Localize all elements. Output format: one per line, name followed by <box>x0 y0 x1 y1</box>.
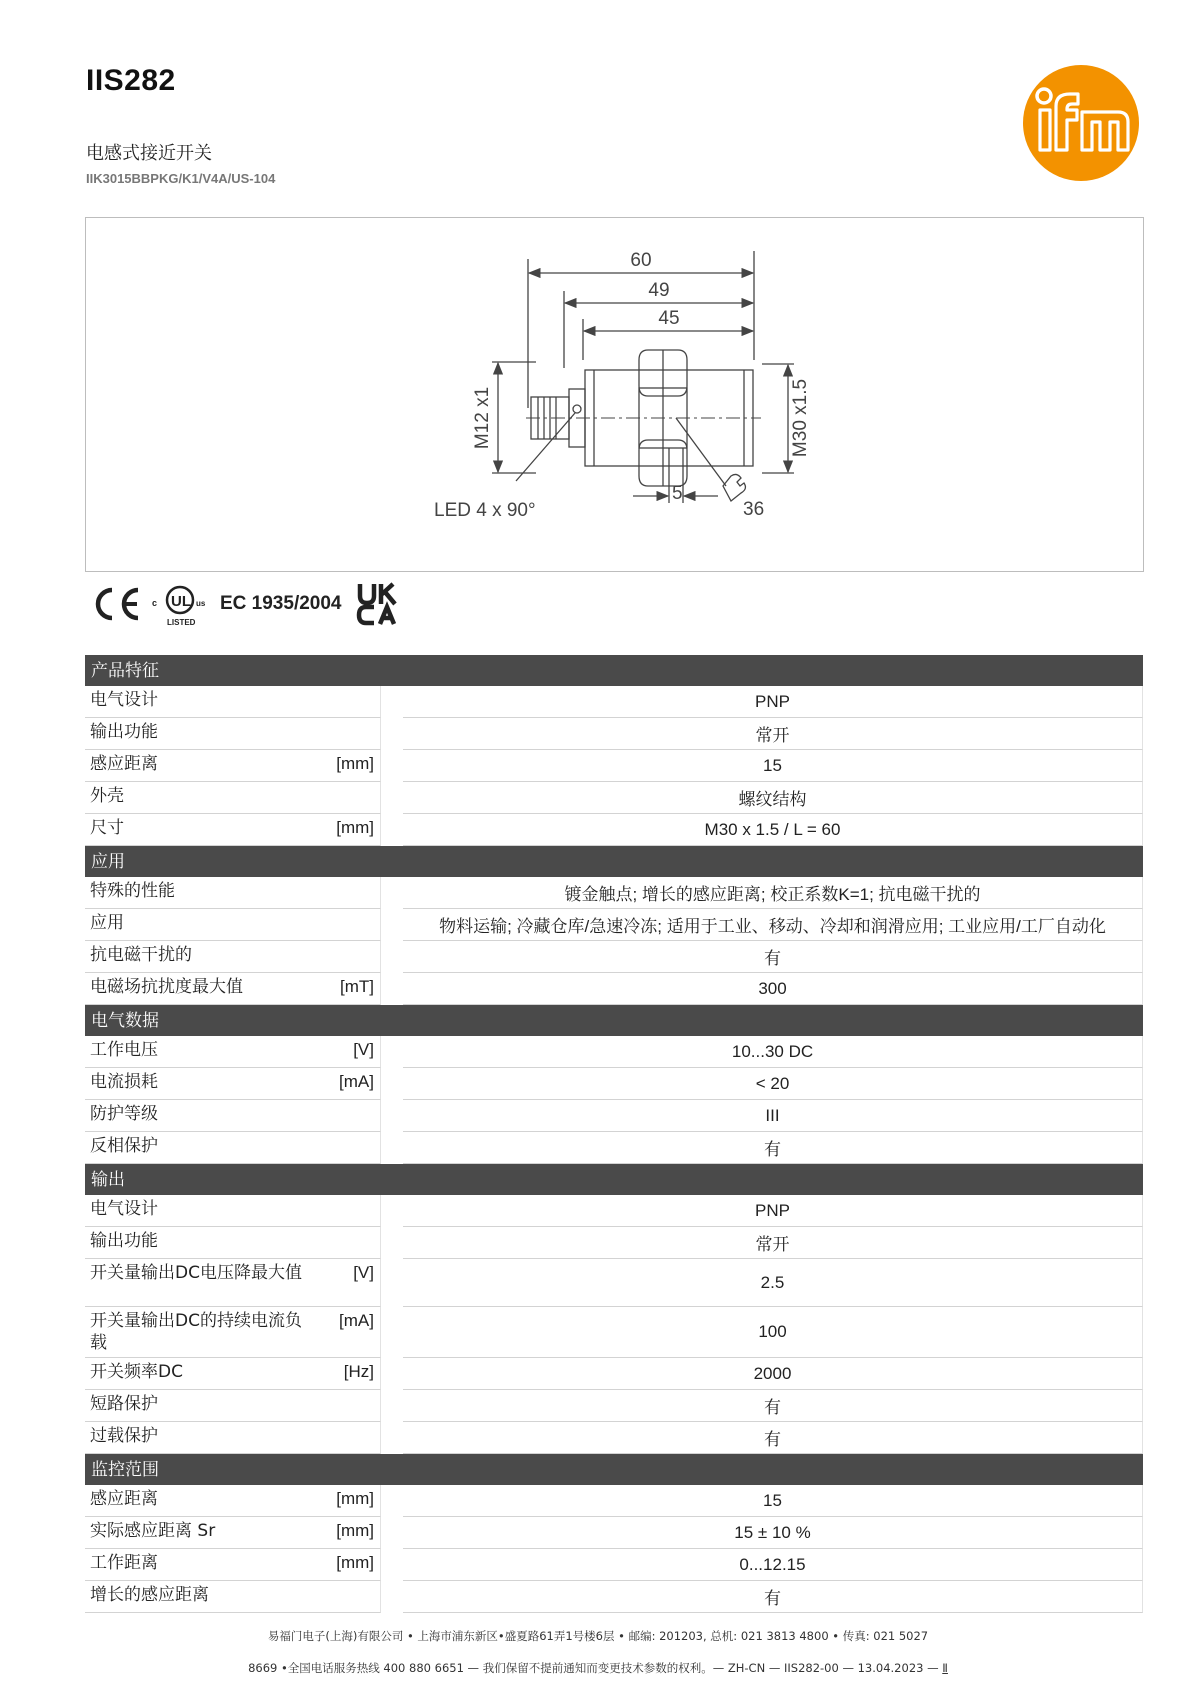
spec-value: 常开 <box>403 1227 1143 1259</box>
dim-45-label: 45 <box>658 308 680 329</box>
spec-unit: [mm] <box>336 1553 374 1572</box>
spec-row <box>85 1581 1143 1613</box>
ce-mark-icon <box>90 584 142 624</box>
spec-unit: [V] <box>353 1263 374 1282</box>
spec-unit: [mm] <box>336 1521 374 1540</box>
spec-label: 实际感应距离 Sr <box>90 1521 216 1541</box>
dim-60-label: 60 <box>630 250 652 271</box>
spec-row <box>85 1307 1143 1358</box>
spec-row <box>85 814 1143 846</box>
section-header: 应用 <box>85 846 1143 877</box>
led-label: LED 4 x 90° <box>434 500 536 521</box>
section-header: 产品特征 <box>85 655 1143 686</box>
spec-value: PNP <box>403 686 1143 718</box>
spec-label: 感应距离 <box>90 754 158 774</box>
footer-legal <box>0 1660 1196 1676</box>
spec-row <box>85 1358 1143 1390</box>
spec-label-cell <box>85 1132 381 1164</box>
svg-text:us: us <box>196 599 206 608</box>
spec-label-cell <box>85 941 381 973</box>
spec-value: 15 <box>403 750 1143 782</box>
spec-value: 有 <box>403 1422 1143 1454</box>
spec-value: 2000 <box>403 1358 1143 1390</box>
spec-row <box>85 1132 1143 1164</box>
specification-table <box>85 655 1143 1613</box>
dim-49-label: 49 <box>648 280 670 301</box>
spec-label: 抗电磁干扰的 <box>90 945 192 965</box>
spec-unit: [mm] <box>336 754 374 773</box>
section-header: 输出 <box>85 1164 1143 1195</box>
spec-label: 输出功能 <box>90 1231 158 1251</box>
svg-text:c: c <box>152 598 158 608</box>
spec-row <box>85 1390 1143 1422</box>
spec-row <box>85 1259 1143 1307</box>
product-subtitle: 电感式接近开关 <box>86 143 212 164</box>
spec-row <box>85 941 1143 973</box>
spec-value: 2.5 <box>403 1259 1143 1307</box>
spec-label: 电气设计 <box>90 690 158 710</box>
article-code: IIK3015BBPKG/K1/V4A/US-104 <box>86 171 276 186</box>
spec-value: 常开 <box>403 718 1143 750</box>
spec-value: 15 ± 10 % <box>403 1517 1143 1549</box>
spec-label: 尺寸 <box>90 818 124 838</box>
spec-value: 15 <box>403 1485 1143 1517</box>
footer-contact: 易福门电子(上海)有限公司 • 上海市浦东新区•盛夏路61弄1号楼6层 • 邮编: 201203, 总机: 021 3813 4800 • 传真: 021 5027 <box>267 1629 929 1643</box>
svg-text:UL: UL <box>171 593 191 610</box>
spec-row <box>85 877 1143 909</box>
spec-unit: [mm] <box>336 818 374 837</box>
spec-row <box>85 909 1143 941</box>
spec-row <box>85 1422 1143 1454</box>
spec-label: 过载保护 <box>90 1426 158 1446</box>
spec-row <box>85 1036 1143 1068</box>
spec-value: 螺纹结构 <box>403 782 1143 814</box>
spec-row <box>85 1068 1143 1100</box>
ukca-mark-icon <box>356 582 402 626</box>
spec-label-cell <box>85 1068 381 1100</box>
spec-label-cell <box>85 1195 381 1227</box>
spec-value: PNP <box>403 1195 1143 1227</box>
spec-label-cell <box>85 909 381 941</box>
spec-label: 电流损耗 <box>90 1072 158 1092</box>
spec-value: 有 <box>403 941 1143 973</box>
spec-label-cell <box>85 1036 381 1068</box>
dim-36-label: 36 <box>743 499 765 520</box>
spec-value: III <box>403 1100 1143 1132</box>
spec-label: 感应距离 <box>90 1489 158 1509</box>
svg-text:LISTED: LISTED <box>167 618 196 627</box>
spec-label-cell <box>85 1358 381 1390</box>
spec-label-cell <box>85 686 381 718</box>
spec-row <box>85 718 1143 750</box>
spec-label-cell <box>85 877 381 909</box>
spec-label-cell <box>85 1227 381 1259</box>
spec-value: 有 <box>403 1390 1143 1422</box>
spec-label: 工作电压 <box>90 1040 158 1060</box>
spec-label-cell <box>85 1581 381 1613</box>
spec-unit: [V] <box>353 1040 374 1059</box>
certification-marks <box>90 580 402 628</box>
dim-m12-label: M12 x1 <box>472 386 493 450</box>
spec-label: 工作距离 <box>90 1553 158 1573</box>
spec-label-cell <box>85 973 381 1005</box>
spec-label-cell <box>85 1517 381 1549</box>
spec-row <box>85 1517 1143 1549</box>
spec-label: 短路保护 <box>90 1394 158 1414</box>
spec-row <box>85 1549 1143 1581</box>
spec-unit: [mT] <box>340 977 374 996</box>
spec-value: 10...30 DC <box>403 1036 1143 1068</box>
spec-unit: [Hz] <box>343 1362 374 1381</box>
spec-value: 有 <box>403 1581 1143 1613</box>
spec-value: 物料运输; 冷藏仓库/急速冷冻; 适用于工业、移动、冷却和润滑应用; 工业应用/工厂自动化 <box>403 909 1143 941</box>
spec-row <box>85 686 1143 718</box>
spec-label: 电气设计 <box>90 1199 158 1219</box>
spec-label-cell <box>85 1390 381 1422</box>
spec-unit: [mA] <box>339 1311 374 1330</box>
section-header: 电气数据 <box>85 1005 1143 1036</box>
spec-row <box>85 782 1143 814</box>
spec-value: M30 x 1.5 / L = 60 <box>403 814 1143 846</box>
spec-value: 100 <box>403 1307 1143 1358</box>
spec-label-cell <box>85 782 381 814</box>
spec-label: 电磁场抗扰度最大值 <box>90 977 243 997</box>
spec-label: 外壳 <box>90 786 124 806</box>
spec-label: 特殊的性能 <box>90 881 175 901</box>
spec-row <box>85 1195 1143 1227</box>
spec-unit: [mA] <box>339 1072 374 1091</box>
ec-regulation-mark: EC 1935/2004 <box>220 593 342 614</box>
dim-5-label: 5 <box>672 483 683 504</box>
spec-label: 反相保护 <box>90 1136 158 1156</box>
spec-label: 开关量输出DC电压降最大值 <box>90 1263 302 1283</box>
spec-label-cell <box>85 814 381 846</box>
ul-listed-icon <box>150 580 214 628</box>
spec-label-cell <box>85 1485 381 1517</box>
spec-value: 300 <box>403 973 1143 1005</box>
spec-value: 0...12.15 <box>403 1549 1143 1581</box>
spec-unit: [mm] <box>336 1489 374 1508</box>
spec-value: 镀金触点; 增长的感应距离; 校正系数K=1; 抗电磁干扰的 <box>403 877 1143 909</box>
spec-label-cell <box>85 1549 381 1581</box>
footer-legal-text: 8669 •全国电话服务热线 400 880 6651 — 我们保留不提前通知而变更技术参数的权利。— ZH-CN — IIS282-00 — 13.04.2023 — <box>248 1661 939 1675</box>
spec-value: < 20 <box>403 1068 1143 1100</box>
spec-label-cell <box>85 1100 381 1132</box>
spec-label: 应用 <box>90 913 124 933</box>
spec-value: 有 <box>403 1132 1143 1164</box>
ifm-logo-icon <box>1022 64 1140 182</box>
spec-row <box>85 1100 1143 1132</box>
spec-row <box>85 750 1143 782</box>
dimension-drawing <box>85 217 1144 572</box>
spec-label-cell <box>85 1422 381 1454</box>
section-header: 监控范围 <box>85 1454 1143 1485</box>
spec-row <box>85 973 1143 1005</box>
spec-row <box>85 1227 1143 1259</box>
spec-label: 防护等级 <box>90 1104 158 1124</box>
spec-row <box>85 1485 1143 1517</box>
spec-label-cell <box>85 1307 381 1358</box>
footer-flag-icon: Ⅱ <box>942 1661 948 1675</box>
dim-m30-label: M30 x1.5 <box>790 378 811 458</box>
spec-label: 增长的感应距离 <box>90 1585 209 1605</box>
spec-label-cell <box>85 1259 381 1307</box>
spec-label-cell <box>85 750 381 782</box>
spec-label-cell <box>85 718 381 750</box>
spec-label: 开关频率DC <box>90 1362 183 1382</box>
spec-label: 输出功能 <box>90 722 158 742</box>
page-title: IIS282 <box>86 64 176 97</box>
spec-label: 开关量输出DC的持续电流负载 <box>90 1311 302 1353</box>
